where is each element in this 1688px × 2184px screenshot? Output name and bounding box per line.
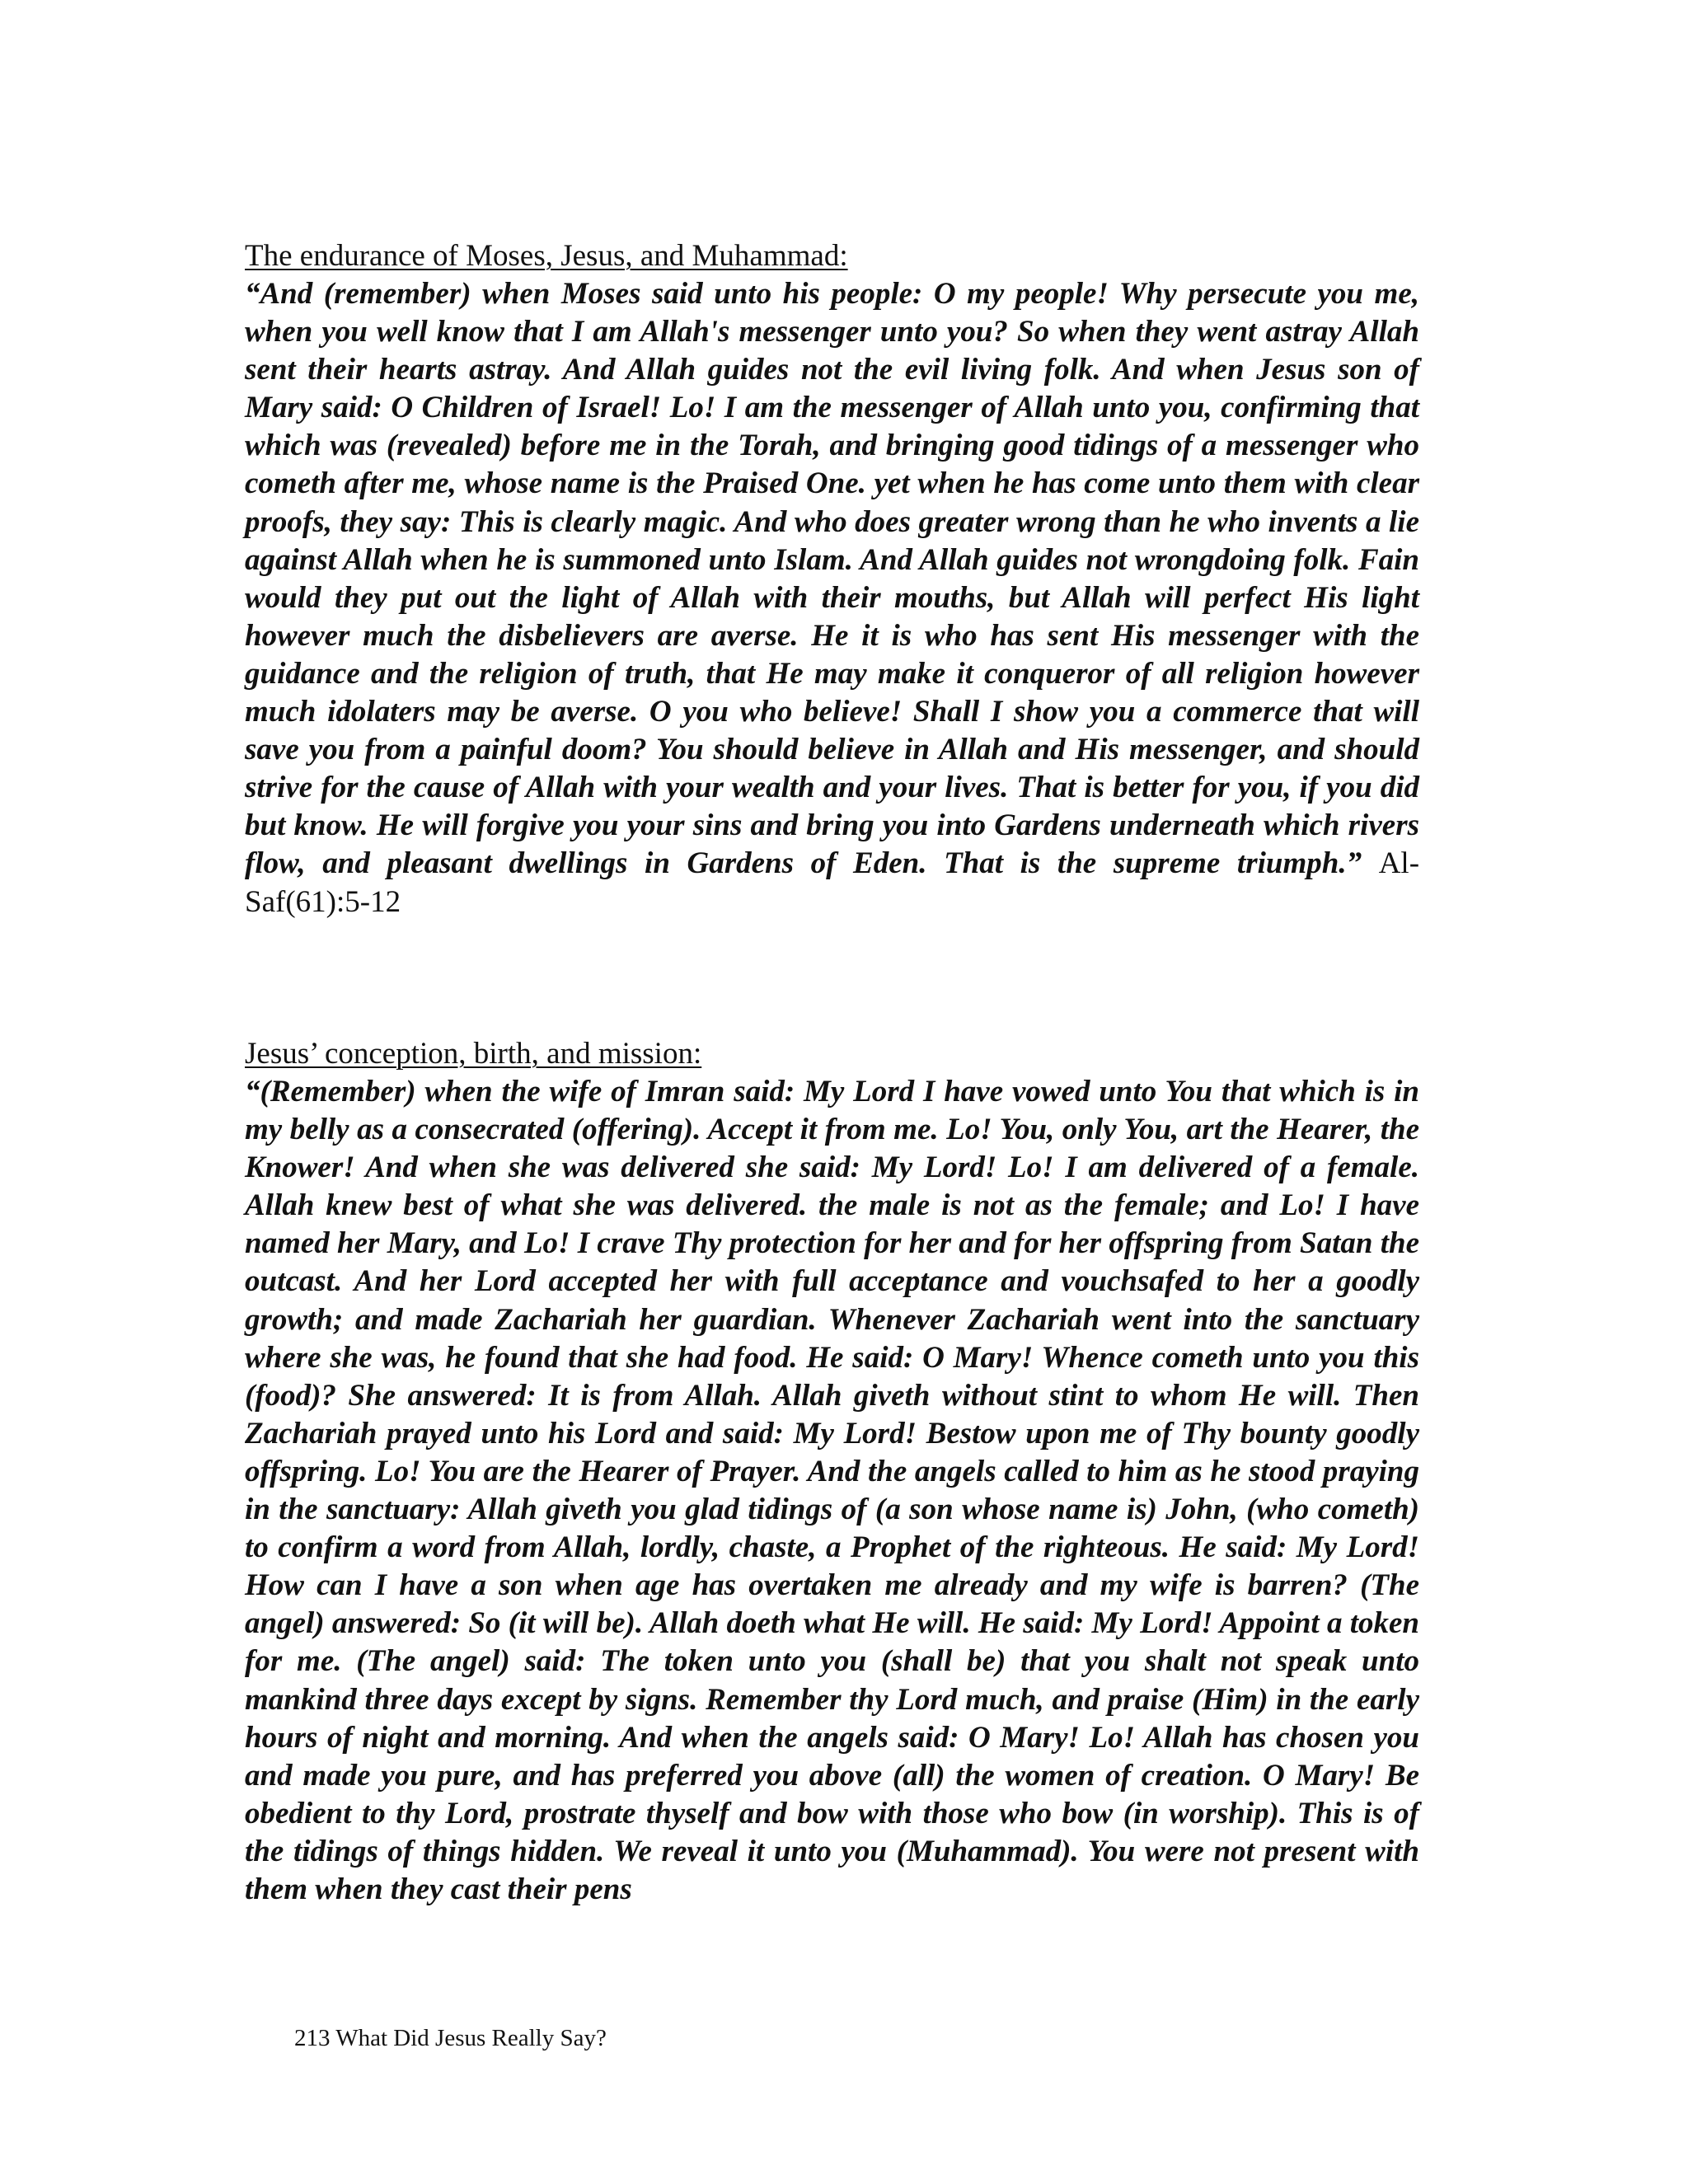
section-moses-jesus-muhammad bbox=[245, 237, 1419, 921]
section-jesus-conception bbox=[245, 1035, 1419, 1909]
page-number: 213 bbox=[294, 2025, 331, 2051]
quote-citation: Al-Saf(61):5-12 bbox=[245, 846, 1420, 919]
section-heading: The endurance of Moses, Jesus, and Muhammad: bbox=[245, 239, 848, 273]
book-title: What Did Jesus Really Say? bbox=[335, 2025, 607, 2051]
quran-quote bbox=[245, 1073, 1419, 1909]
quote-text: “(Remember) when the wife of Imran said: My Lord I have vowed unto You that which is in my belly as a consecrated (offering). Accept it from me. Lo! You, only You, art the Hearer, the Knower! And when she was delivered she said: My Lord! Lo! I am delivered of a female. Allah knew best of what she was delivered. the male is not as the female; and Lo! I have named her Mary, and Lo! I crave Thy protection for her and for her offspring from Satan the outcast. And her Lord accepted her with full acceptance and vouchsafed to her a goodly growth; and made Zachariah her guardian. Whenever Zachariah went into the sanctuary where she was, he found that she had food. He said: O Mary! Whence cometh unto you this (food)? She answered: It is from Allah. Allah giveth without stint to whom He will. Then Zachariah prayed unto his Lord and said: My Lord! Bestow upon me of Thy bounty goodly offspring. Lo! You are the Hearer of Prayer. And the angels called to him as he stood praying in the sanctuary: Allah giveth you glad tidings of (a son whose name is) John, (who cometh) to confirm a word from Allah, lordly, chaste, a Prophet of the righteous. He said: My Lord! How can I have a son when age has overtaken me already and my wife is barren? (The angel) answered: So (it will be). Allah doeth what He will. He said: My Lord! Appoint a token for me. (The angel) said: The token unto you (shall be) that you shalt not speak unto mankind three days except by signs. Remember thy Lord much, and praise (Him) in the early hours of night and morning. And when the angels said: O Mary! Lo! Allah has chosen you and made you pure, and has preferred you above (all) the women of creation. O Mary! Be obedient to thy Lord, prostrate thyself and bow with those who bow (in worship). This is of the tidings of things hidden. We reveal it unto you (Muhammad). You were not present with them when they cast their pens bbox=[245, 1075, 1419, 1906]
quran-quote bbox=[245, 275, 1419, 921]
page-footer bbox=[294, 2023, 607, 2053]
section-heading: Jesus’ conception, birth, and mission: bbox=[245, 1037, 702, 1071]
quote-text: “And (remember) when Moses said unto his people: O my people! Why persecute you me, when you well know that I am Allah's messenger unto you? So when they went astray Allah sent their hearts astray. And Allah guides not the evil living folk. And when Jesus son of Mary said: O Children of Israel! Lo! I am the messenger of Allah unto you, confirming that which was (revealed) before me in the Torah, and bringing good tidings of a messenger who cometh after me, whose name is the Praised One. yet when he has come unto them with clear proofs, they say: This is clearly magic. And who does greater wrong than he who invents a lie against Allah when he is summoned unto Islam. And Allah guides not wrongdoing folk. Fain would they put out the light of Allah with their mouths, but Allah will perfect His light however much the disbelievers are averse. He it is who has sent His messenger with the guidance and the religion of truth, that He may make it conqueror of all religion however much idolaters may be averse. O you who believe! Shall I show you a commerce that will save you from a painful doom? You should believe in Allah and His messenger, and should strive for the cause of Allah with your wealth and your lives. That is better for you, if you did but know. He will forgive you your sins and bring you into Gardens underneath which rivers flow, and pleasant dwellings in Gardens of Eden. That is the supreme triumph.” bbox=[245, 277, 1419, 881]
